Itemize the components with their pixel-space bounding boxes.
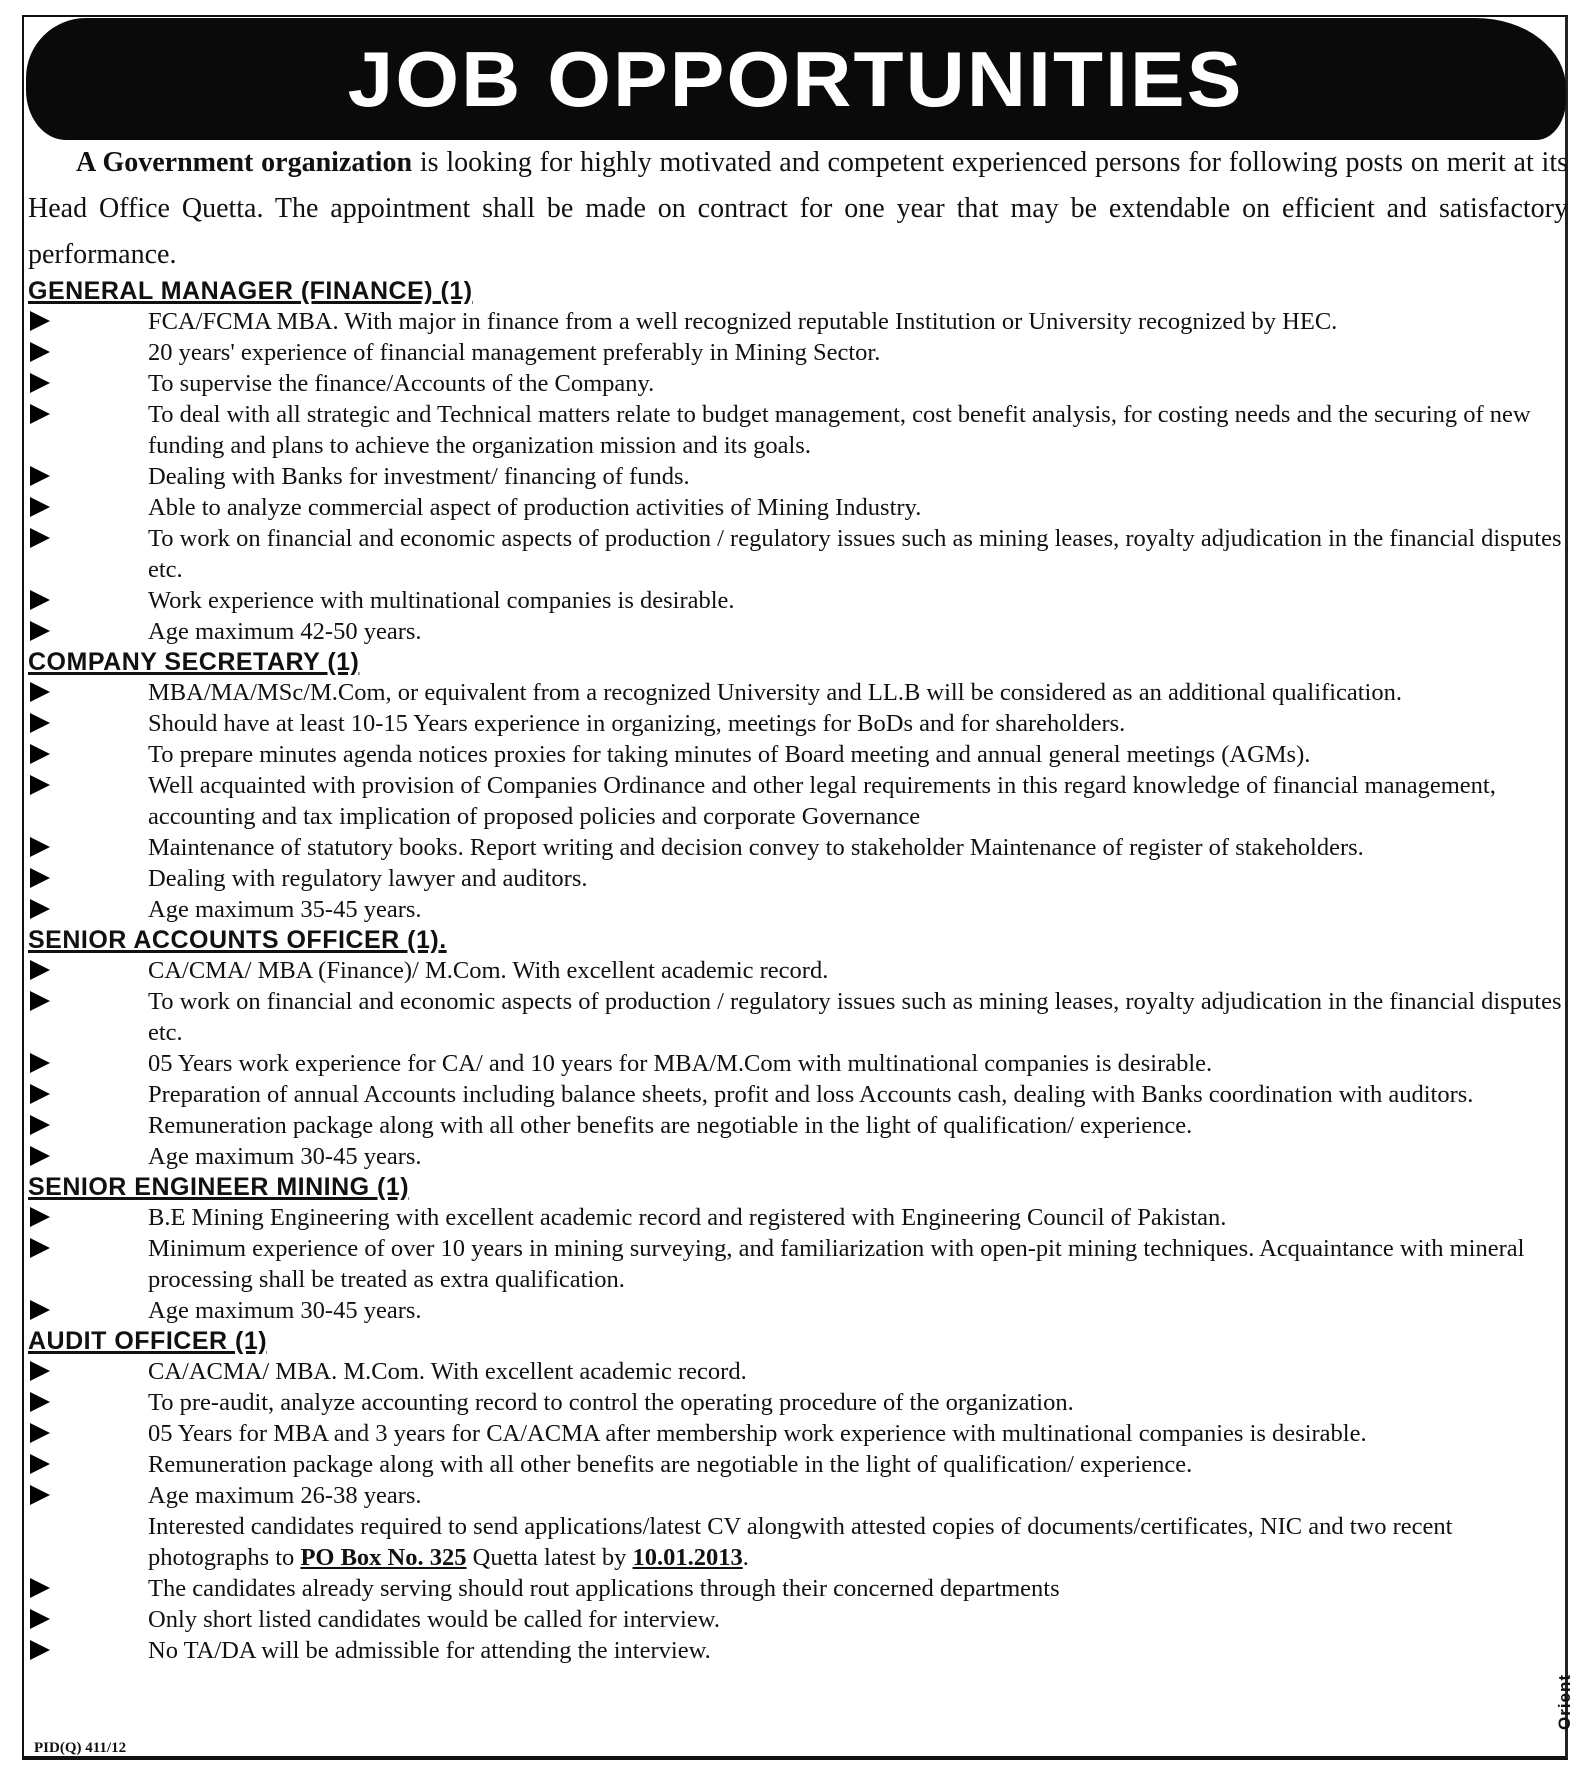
list-item (28, 399, 1570, 461)
bullet-arrow-icon (30, 991, 50, 1011)
list-item-text: To supervise the finance/Accounts of the Company. (148, 370, 655, 397)
bullet-arrow-icon (30, 868, 50, 888)
list-item (28, 739, 1570, 770)
bullet-arrow-icon (30, 1392, 50, 1412)
bullet-arrow-icon (30, 1207, 50, 1227)
job-section (28, 276, 1570, 647)
list-item-text: Well acquainted with provision of Companies Ordinance and other legal requirements in this regard knowledge of financial management, accounting and tax implication of proposed policies and corporate Governance (148, 772, 1496, 830)
bullet-arrow-icon (30, 899, 50, 919)
bullet-arrow-icon (30, 1578, 50, 1598)
list-item-text: Age maximum 30-45 years. (148, 1297, 422, 1324)
list-item (28, 955, 1570, 986)
list-item-text: Age maximum 35-45 years. (148, 896, 422, 923)
list-item (28, 1418, 1570, 1449)
application-text-before: Interested candidates required to send applications/latest CV alongwith attested copies of documents/certificates, NIC and two recent photographs to (148, 1513, 1453, 1571)
bullet-arrow-icon (30, 1423, 50, 1443)
bullet-arrow-icon (30, 1115, 50, 1135)
list-item-text: B.E Mining Engineering with excellent academic record and registered with Engineering Council of Pakistan. (148, 1204, 1227, 1231)
list-item (28, 1202, 1570, 1233)
intro-lead: A Government organization (76, 147, 413, 178)
reference-number: PID(Q) 411/12 (34, 1740, 127, 1756)
application-text-end: . (742, 1544, 749, 1571)
list-item (28, 337, 1570, 368)
list-item (28, 1048, 1570, 1079)
list-item-text: 20 years' experience of financial management preferably in Mining Sector. (148, 339, 881, 366)
list-item (28, 461, 1570, 492)
section-heading: AUDIT OFFICER (1) (28, 1327, 268, 1355)
list-item (28, 770, 1570, 832)
list-item (28, 585, 1570, 616)
intro-paragraph (28, 140, 1568, 278)
list-item (28, 1141, 1570, 1172)
list-item (28, 1295, 1570, 1326)
section-heading: COMPANY SECRETARY (1) (28, 648, 360, 676)
list-item-text: To work on financial and economic aspects of production / regulatory issues such as mining leases, royalty adjudication in the financial disputes etc. (148, 988, 1562, 1046)
bullet-arrow-icon (30, 1238, 50, 1258)
application-po-box: PO Box No. 325 (300, 1544, 467, 1571)
bullet-arrow-icon (30, 497, 50, 517)
bullet-arrow-icon (30, 1084, 50, 1104)
list-item-text: Age maximum 26-38 years. (148, 1482, 422, 1509)
bullet-arrow-icon (30, 1454, 50, 1474)
list-item (28, 306, 1570, 337)
list-item-text: Age maximum 42-50 years. (148, 618, 422, 645)
list-item-text: Minimum experience of over 10 years in mining surveying, and familiarization with open-pit mining techniques. Acquaintance with mineral processing shall be treated as extra qualification. (148, 1235, 1525, 1293)
list-item-text: 05 Years work experience for CA/ and 10 years for MBA/M.Com with multinational companies is desirable. (148, 1050, 1213, 1077)
list-item (28, 832, 1570, 863)
bullet-arrow-icon (30, 342, 50, 362)
list-item (28, 492, 1570, 523)
bullet-arrow-icon (30, 590, 50, 610)
list-item-text: Work experience with multinational companies is desirable. (148, 587, 735, 614)
list-item (28, 1356, 1570, 1387)
section-heading: GENERAL MANAGER (FINANCE) (1) (28, 277, 473, 305)
bullet-arrow-icon (30, 466, 50, 486)
list-item-text: Age maximum 30-45 years. (148, 1143, 422, 1170)
list-item (28, 1233, 1570, 1295)
bullet-arrow-icon (30, 311, 50, 331)
list-item-text: FCA/FCMA MBA. With major in finance from a well recognized reputable Institution or University recognized by HEC. (148, 308, 1338, 335)
application-deadline: 10.01.2013 (632, 1544, 743, 1571)
job-section (28, 1172, 1570, 1326)
list-item (28, 986, 1570, 1048)
agency-name: Orient (1555, 1673, 1574, 1730)
list-item-text: MBA/MA/MSc/M.Com, or equivalent from a recognized University and LL.B will be considered as an additional qualification. (148, 679, 1402, 706)
list-item-text: No TA/DA will be admissible for attending the interview. (148, 1637, 711, 1664)
bullet-arrow-icon (30, 1053, 50, 1073)
list-item (28, 863, 1570, 894)
bullet-arrow-icon (30, 1609, 50, 1629)
list-item (28, 677, 1570, 708)
list-item-text: Dealing with Banks for investment/ financing of funds. (148, 463, 690, 490)
list-item-text: To pre-audit, analyze accounting record to control the operating procedure of the organization. (148, 1389, 1074, 1416)
list-item-text: To deal with all strategic and Technical matters relate to budget management, cost benefit analysis, for costing needs and the securing of new funding and plans to achieve the organization mission and its goals. (148, 401, 1531, 459)
bullet-arrow-icon (30, 775, 50, 795)
list-item (28, 616, 1570, 647)
list-item-text: CA/CMA/ MBA (Finance)/ M.Com. With excellent academic record. (148, 957, 829, 984)
job-section (28, 925, 1570, 1172)
application-text-middle: Quetta latest by (466, 1544, 633, 1571)
list-item (28, 708, 1570, 739)
list-item (28, 523, 1570, 585)
list-item-text: Remuneration package along with all other benefits are negotiable in the light of qualification/ experience. (148, 1112, 1193, 1139)
list-item-text: 05 Years for MBA and 3 years for CA/ACMA after membership work experience with multinational companies is desirable. (148, 1420, 1367, 1447)
title-banner (26, 18, 1566, 140)
list-item (28, 368, 1570, 399)
list-item-text: Dealing with regulatory lawyer and auditors. (148, 865, 588, 892)
bullet-arrow-icon (30, 682, 50, 702)
bullet-arrow-icon (30, 1146, 50, 1166)
list-item (28, 1480, 1570, 1511)
list-item-text: The candidates already serving should rout applications through their concerned departments (148, 1575, 1060, 1602)
bullet-arrow-icon (30, 960, 50, 980)
list-item (28, 1573, 1570, 1604)
list-item (28, 1635, 1570, 1666)
list-item-text: Preparation of annual Accounts including balance sheets, profit and loss Accounts cash, dealing with Banks coordination with auditors. (148, 1081, 1474, 1108)
list-item (28, 1604, 1570, 1635)
list-item-text: CA/ACMA/ MBA. M.Com. With excellent academic record. (148, 1358, 747, 1385)
intro-text: is looking for highly motivated and competent experienced persons for following posts on merit at its Head Office Quetta. The appointment shall be made on contract for one year that may be extendable on efficient and satisfactory performance. (28, 147, 1568, 270)
section-heading: SENIOR ENGINEER MINING (1) (28, 1173, 410, 1201)
job-section (28, 1326, 1570, 1666)
bullet-arrow-icon (30, 373, 50, 393)
list-item-text: To prepare minutes agenda notices proxies for taking minutes of Board meeting and annual general meetings (AGMs). (148, 741, 1311, 768)
list-item (28, 894, 1570, 925)
bullet-arrow-icon (30, 713, 50, 733)
list-item-text: Able to analyze commercial aspect of production activities of Mining Industry. (148, 494, 922, 521)
list-item (28, 1449, 1570, 1480)
bullet-arrow-icon (30, 744, 50, 764)
list-item-text: Should have at least 10-15 Years experience in organizing, meetings for BoDs and for shareholders. (148, 710, 1126, 737)
list-item-text: Only short listed candidates would be called for interview. (148, 1606, 720, 1633)
page-title: JOB OPPORTUNITIES (348, 34, 1244, 123)
bullet-arrow-icon (30, 1300, 50, 1320)
list-item (28, 1110, 1570, 1141)
list-item-text: Maintenance of statutory books. Report writing and decision convey to stakeholder Maintenance of register of stakeholders. (148, 834, 1364, 861)
job-listings (28, 276, 1570, 1666)
bullet-arrow-icon (30, 837, 50, 857)
list-item-text: Remuneration package along with all other benefits are negotiable in the light of qualification/ experience. (148, 1451, 1193, 1478)
application-instructions (28, 1511, 1570, 1573)
section-heading: SENIOR ACCOUNTS OFFICER (1). (28, 926, 447, 954)
list-item-text: To work on financial and economic aspects of production / regulatory issues such as mining leases, royalty adjudication in the financial disputes etc. (148, 525, 1562, 583)
bullet-arrow-icon (30, 1361, 50, 1381)
list-item (28, 1079, 1570, 1110)
list-item (28, 1387, 1570, 1418)
bullet-arrow-icon (30, 528, 50, 548)
bullet-arrow-icon (30, 404, 50, 424)
bullet-arrow-icon (30, 621, 50, 641)
bullet-arrow-icon (30, 1485, 50, 1505)
job-section (28, 647, 1570, 925)
bullet-arrow-icon (30, 1640, 50, 1660)
